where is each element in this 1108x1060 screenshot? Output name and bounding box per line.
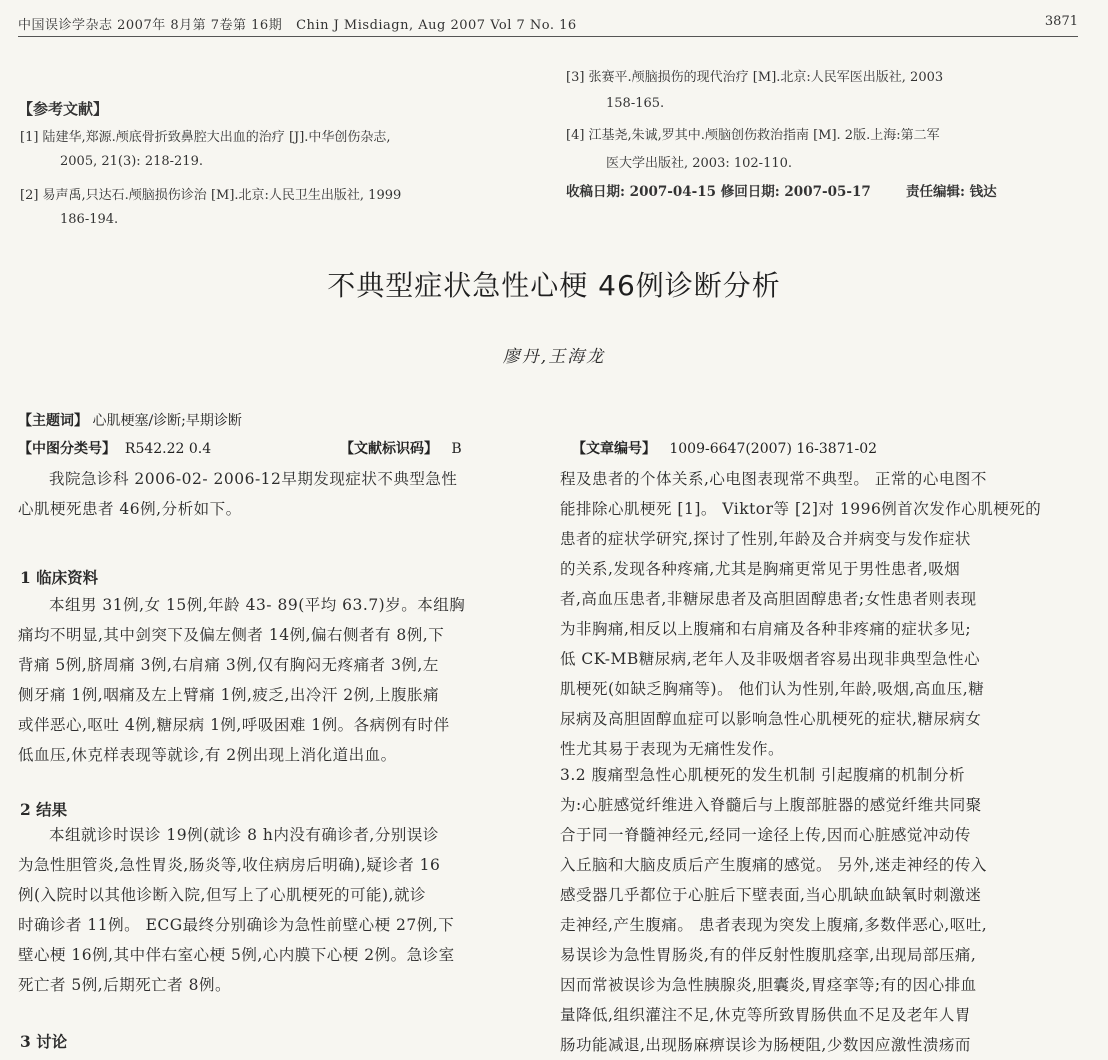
clc-label: 【中图分类号】 <box>18 441 116 457</box>
body-line: 3.2 腹痛型急性心肌梗死的发生机制 引起腹痛的机制分析 <box>560 766 966 784</box>
body-line: 背痛 5例,脐周痛 3例,右肩痛 3例,仅有胸闷无疼痛者 3例,左 <box>18 656 439 674</box>
reference-item: 2005, 21(3): 218-219. <box>60 154 203 169</box>
body-line: 的关系,发现各种疼痛,尤其是胸痛更常见于男性患者,吸烟 <box>560 560 961 578</box>
reference-item: 医大学出版社, 2003: 102-110. <box>606 156 793 171</box>
body-line: 低血压,休克样表现等就诊,有 2例出现上消化道出血。 <box>18 746 397 764</box>
body-line: 痛均不明显,其中剑突下及偏左侧者 14例,偏右侧者有 8例,下 <box>18 626 445 644</box>
section-heading-3: 3 讨论 <box>20 1032 68 1051</box>
keywords-label: 【主题词】 <box>18 413 88 429</box>
reference-item: [4] 江基尧,朱诚,罗其中.颅脑创伤救治指南 [M]. 2版.上海:第二军 <box>566 128 940 143</box>
journal-citation-left <box>18 14 577 33</box>
body-line: 患者的症状学研究,探讨了性别,年龄及合并病变与发作症状 <box>560 530 971 548</box>
running-header <box>18 10 1078 37</box>
doc-code-label: 【文献标识码】 <box>340 441 438 457</box>
left-column-section-2 <box>18 820 455 1000</box>
body-line: 为:心脏感觉纤维进入脊髓后与上腹部脏器的感觉纤维共同聚 <box>560 796 982 814</box>
left-column-section-1 <box>18 590 465 770</box>
body-line: 程及患者的个体关系,心电图表现常不典型。 正常的心电图不 <box>560 470 987 488</box>
body-line: 或伴恶心,呕吐 4例,糖尿病 1例,呼吸困难 1例。各病例有时伴 <box>18 716 450 734</box>
journal-citation-cn: 中国误诊学杂志 2007年 8月第 7卷第 16期 <box>18 18 283 33</box>
section-heading-2: 2 结果 <box>20 800 68 819</box>
left-column-intro <box>18 464 457 524</box>
body-line: 侧牙痛 1例,咽痛及左上臂痛 1例,疲乏,出冷汗 2例,上腹胀痛 <box>18 686 440 704</box>
doc-code-value: B <box>451 441 462 457</box>
responsible-editor-text: 责任编辑: 钱达 <box>906 184 997 200</box>
page-number: 3871 <box>1044 14 1078 29</box>
body-line: 入丘脑和大脑皮质后产生腹痛的感觉。 另外,迷走神经的传入 <box>560 856 987 874</box>
body-line: 因而常被误诊为急性胰腺炎,胆囊炎,胃痉挛等;有的因心排血 <box>560 976 977 994</box>
article-authors: 廖丹,王海龙 <box>502 347 606 367</box>
body-line: 尿病及高胆固醇血症可以影响急性心肌梗死的症状,糖尿病女 <box>560 710 982 728</box>
reference-item: 158-165. <box>606 96 665 111</box>
received-dates <box>566 180 871 200</box>
body-line: 低 CK-MB糖尿病,老年人及非吸烟者容易出现非典型急性心 <box>560 650 981 668</box>
article-no-label: 【文章编号】 <box>572 441 656 457</box>
right-column-paragraph-1 <box>560 464 1041 764</box>
body-line: 时确诊者 11例。 ECG最终分别确诊为急性前壁心梗 27例,下 <box>18 916 455 934</box>
reference-item: [3] 张赛平.颅脑损伤的现代治疗 [M].北京:人民军医出版社, 2003 <box>566 70 944 85</box>
body-line: 心肌梗死患者 46例,分析如下。 <box>18 500 242 518</box>
body-line: 我院急诊科 2006-02- 2006-12早期发现症状不典型急性 <box>49 470 458 488</box>
article-no-value: 1009-6647(2007) 16-3871-02 <box>669 441 878 457</box>
body-line: 走神经,产生腹痛。 患者表现为突发上腹痛,多数伴恶心,呕吐, <box>560 916 988 934</box>
body-line: 本组男 31例,女 15例,年龄 43- 89(平均 63.7)岁。本组胸 <box>49 596 466 614</box>
section-heading-1: 1 临床资料 <box>20 568 99 587</box>
body-line: 合于同一脊髓神经元,经同一途径上传,因而心脏感觉冲动传 <box>560 826 971 844</box>
body-line: 壁心梗 16例,其中伴右室心梗 5例,心内膜下心梗 2例。急诊室 <box>18 946 455 964</box>
keywords-line <box>18 410 242 430</box>
reference-item: [2] 易声禹,只达石.颅脑损伤诊治 [M].北京:人民卫生出版社, 1999 <box>20 188 402 203</box>
clc-line <box>18 438 211 458</box>
journal-citation-en: Chin J Misdiagn, Aug 2007 Vol 7 No. 16 <box>296 18 577 33</box>
body-line: 能排除心肌梗死 [1]。 Viktor等 [2]对 1996例首次发作心肌梗死的 <box>560 500 1042 518</box>
body-line: 为急性胆管炎,急性胃炎,肠炎等,收住病房后明确),疑诊者 16 <box>18 856 441 874</box>
article-title: 不典型症状急性心梗 46例诊断分析 <box>327 269 781 302</box>
clc-value: R542.22 0.4 <box>124 441 212 457</box>
body-line: 者,高血压患者,非糖尿患者及高胆固醇患者;女性患者则表现 <box>560 590 977 608</box>
body-line: 为非胸痛,相反以上腹痛和右肩痛及各种非疼痛的症状多见; <box>560 620 972 638</box>
reference-item: 186-194. <box>60 212 119 227</box>
body-line: 量降低,组织灌注不足,休克等所致胃肠供血不足及老年人胃 <box>560 1006 971 1024</box>
body-line: 肌梗死(如缺乏胸痛等)。 他们认为性别,年龄,吸烟,高血压,糖 <box>560 680 985 698</box>
doc-code-line <box>340 438 462 458</box>
right-column-paragraph-2 <box>560 760 987 1060</box>
body-line: 易误诊为急性胃肠炎,有的伴反射性腹肌痉挛,出现局部压痛, <box>560 946 977 964</box>
received-dates-text: 收稿日期: 2007-04-15 修回日期: 2007-05-17 <box>566 184 871 200</box>
references-heading: 【参考文献】 <box>18 100 109 118</box>
body-line: 肠功能减退,出现肠麻痹误诊为肠梗阻,少数因应激性溃疡而 <box>560 1036 971 1054</box>
body-line: 死亡者 5例,后期死亡者 8例。 <box>18 976 232 994</box>
body-line: 感受器几乎都位于心脏后下壁表面,当心肌缺血缺氧时刺激迷 <box>560 886 982 904</box>
responsible-editor <box>906 180 997 200</box>
reference-item: [1] 陆建华,郑源.颅底骨折致鼻腔大出血的治疗 [J].中华创伤杂志, <box>20 130 391 145</box>
body-line: 性尤其易于表现为无痛性发作。 <box>560 740 785 758</box>
body-line: 本组就诊时误诊 19例(就诊 8 h内没有确诊者,分别误诊 <box>49 826 439 844</box>
body-line: 例(入院时以其他诊断入院,但写上了心肌梗死的可能),就诊 <box>18 886 426 904</box>
keywords-value: 心肌梗塞/诊断;早期诊断 <box>92 413 242 429</box>
article-no-line <box>572 438 877 458</box>
